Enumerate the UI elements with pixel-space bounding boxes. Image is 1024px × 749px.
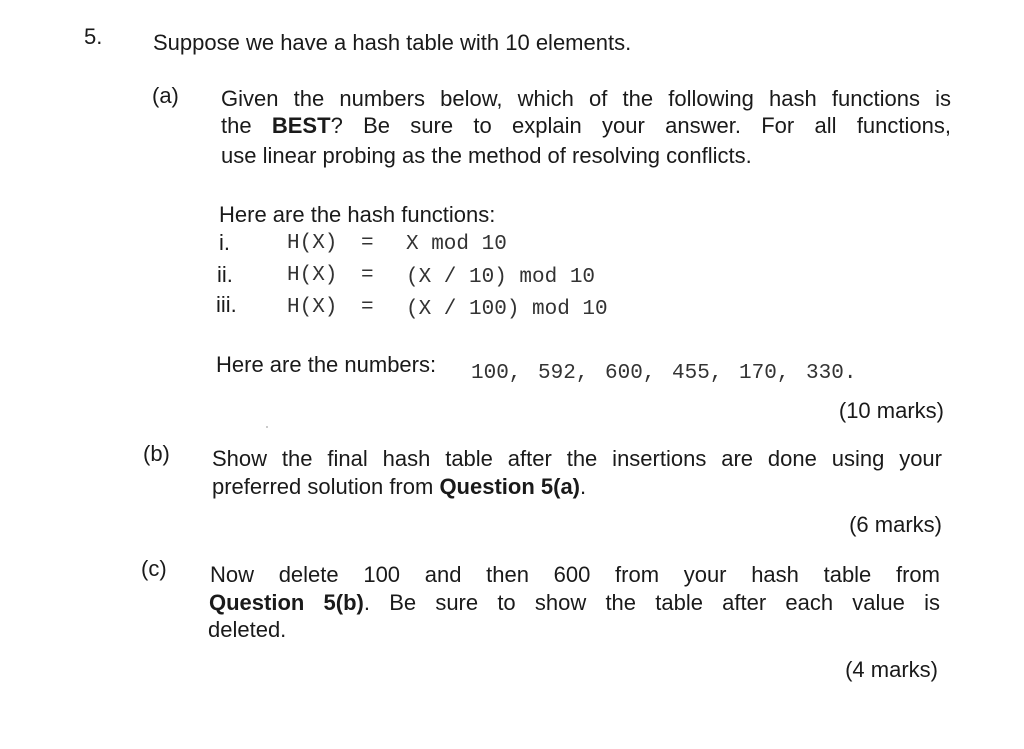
part-a-line-2-post: ? Be sure to explain your answer. For all functions, [330,113,951,138]
hash-function-lhs: H(X) [287,264,338,287]
hash-function-lhs: H(X) [287,296,338,319]
hash-function-rhs: X mod 10 [406,233,507,256]
numbers-heading: Here are the numbers: [216,352,437,377]
part-c-line-1: Now delete 100 and then 600 from your hash table from [210,562,940,587]
numbers-list: 100, 592, 600, 455, 170, 330. [471,362,857,385]
part-b-line-2-pre: preferred solution from [212,474,440,499]
hash-function-equals: = [361,296,374,319]
part-c-reference: Question 5(b) [209,590,364,615]
part-b-reference: Question 5(a) [439,474,581,499]
question-stem: Suppose we have a hash table with 10 elements. [153,30,632,55]
part-a-best-emphasis: BEST [271,113,331,138]
part-b-line-2 [212,474,586,500]
hash-function-equals: = [361,232,374,255]
hash-function-lhs: H(X) [287,232,338,255]
part-a-line-1: Given the numbers below, which of the following hash functions is [221,86,951,111]
part-c-marks: (4 marks) [845,657,938,682]
part-c-label: (c) [141,556,167,581]
hash-function-equals: = [361,264,374,287]
hash-function-roman: ii. [217,262,233,287]
part-c-line-2-post: . Be sure to show the table after each value is [363,590,940,615]
part-c-line-3: deleted. [208,617,287,642]
part-b-line-1: Show the final hash table after the insertions are done using your [212,446,942,471]
part-b-label: (b) [143,441,170,466]
scan-speck [266,426,268,428]
part-a-line-2 [221,113,951,139]
part-a-line-2-pre: the [221,113,272,138]
part-c-line-2 [209,590,940,616]
hash-function-rhs: (X / 10) mod 10 [406,266,596,289]
question-number: 5. [84,24,103,49]
part-a-marks: (10 marks) [838,398,944,423]
hash-function-roman: i. [219,230,230,255]
hash-function-rhs: (X / 100) mod 10 [406,298,608,321]
hash-function-roman: iii. [216,292,237,317]
part-a-label: (a) [152,83,179,108]
part-b-line-2-post: . [580,474,587,499]
part-a-line-3: use linear probing as the method of resolving conflicts. [221,143,752,168]
hash-functions-heading: Here are the hash functions: [219,202,496,227]
part-b-marks: (6 marks) [849,512,942,537]
